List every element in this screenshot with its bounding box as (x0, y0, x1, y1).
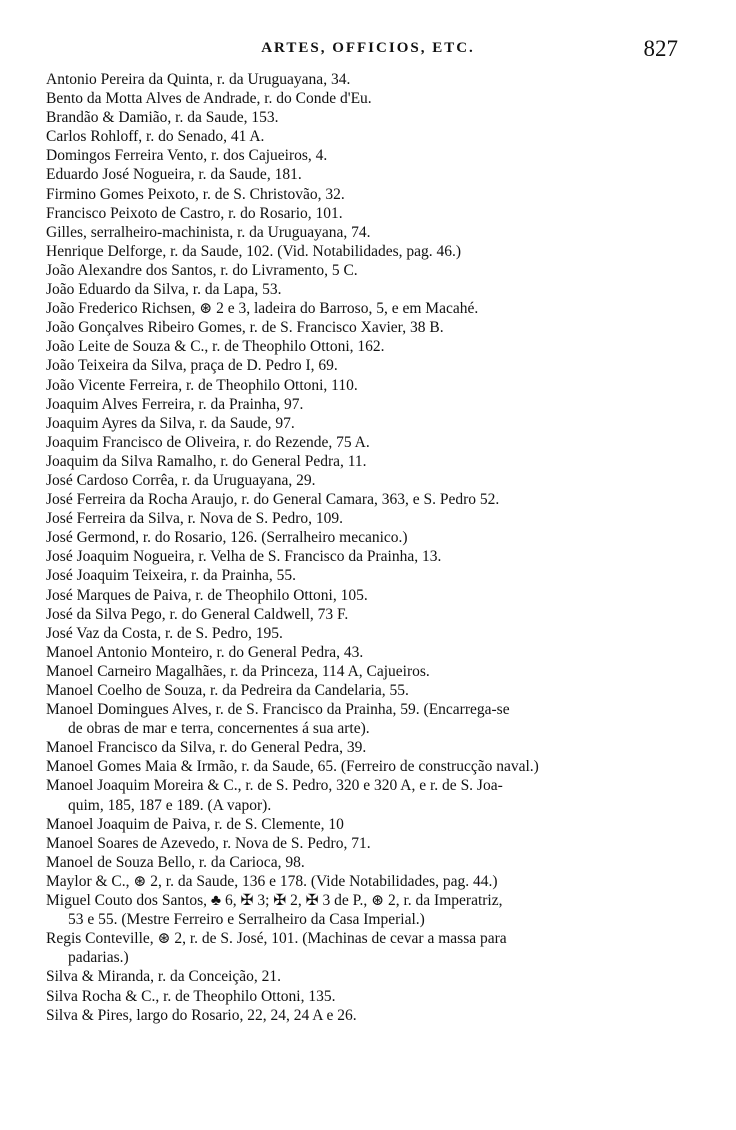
directory-entry: Manoel Soares de Azevedo, r. Nova de S. Pedro, 71. (46, 834, 371, 852)
running-head: ARTES, OFFICIOS, ETC. (261, 40, 475, 56)
directory-entry: João Vicente Ferreira, r. de Theophilo Ottoni, 110. (46, 376, 358, 394)
directory-entry: Gilles, serralheiro-machinista, r. da Uruguayana, 74. (46, 223, 371, 241)
directory-entry-continuation: quim, 185, 187 e 189. (A vapor). (68, 796, 272, 814)
directory-entry: Manoel Antonio Monteiro, r. do General Pedra, 43. (46, 643, 364, 661)
directory-entry: José Joaquim Nogueira, r. Velha de S. Francisco da Prainha, 13. (46, 548, 442, 566)
directory-entry: Miguel Couto dos Santos, ♣ 6, ✠ 3; ✠ 2, ✠ 3 de P., ⊛ 2, r. da Imperatriz, (46, 892, 503, 910)
directory-entry: João Frederico Richsen, ⊛ 2 e 3, ladeira do Barroso, 5, e em Macahé. (46, 300, 479, 318)
directory-entry: José Ferreira da Rocha Araujo, r. do General Camara, 363, e S. Pedro 52. (46, 491, 500, 509)
directory-entry: Bento da Motta Alves de Andrade, r. do Conde d'Eu. (46, 90, 372, 108)
directory-entry: Regis Conteville, ⊛ 2, r. de S. José, 101. (Machinas de cevar a massa para (46, 930, 507, 948)
directory-entry: Antonio Pereira da Quinta, r. da Uruguayana, 34. (46, 71, 351, 88)
directory-entry: Brandão & Damião, r. da Saude, 153. (46, 109, 279, 127)
directory-entry: Silva & Pires, largo do Rosario, 22, 24, 24 A e 26. (46, 1006, 357, 1024)
directory-entry: Silva & Miranda, r. da Conceição, 21. (46, 968, 282, 986)
directory-entry: José Marques de Paiva, r. de Theophilo Ottoni, 105. (46, 586, 368, 604)
directory-entry: Manoel Gomes Maia & Irmão, r. da Saude, 65. (Ferreiro de construcção naval.) (46, 758, 539, 776)
directory-entry: Joaquim Francisco de Oliveira, r. do Rezende, 75 A. (46, 433, 370, 451)
directory-entry: Manoel Carneiro Magalhães, r. da Princeza, 114 A, Cajueiros. (46, 662, 430, 680)
directory-entry: João Eduardo da Silva, r. da Lapa, 53. (46, 281, 282, 299)
directory-entry: Eduardo José Nogueira, r. da Saude, 181. (46, 166, 302, 184)
directory-entry: João Teixeira da Silva, praça de D. Pedro I, 69. (46, 357, 338, 375)
directory-entry: Manoel Domingues Alves, r. de S. Francisco da Prainha, 59. (Encarrega-se (46, 701, 510, 719)
directory-entry: João Alexandre dos Santos, r. do Livramento, 5 C. (46, 261, 358, 279)
directory-entry: Joaquim Ayres da Silva, r. da Saude, 97. (46, 414, 295, 432)
directory-entry: José Ferreira da Silva, r. Nova de S. Pedro, 109. (46, 510, 344, 528)
directory-entry: Silva Rocha & C., r. de Theophilo Ottoni, 135. (46, 987, 336, 1005)
directory-entry: Joaquim da Silva Ramalho, r. do General Pedra, 11. (46, 452, 367, 470)
directory-entry: Manoel de Souza Bello, r. da Carioca, 98. (46, 853, 305, 871)
page-number: 827 (643, 36, 678, 61)
directory-entry: Carlos Rohloff, r. do Senado, 41 A. (46, 128, 265, 146)
directory-entry: Manoel Joaquim de Paiva, r. de S. Clemente, 10 (46, 815, 344, 833)
directory-entry: Firmino Gomes Peixoto, r. de S. Christovão, 32. (46, 185, 345, 203)
directory-entry: Domingos Ferreira Vento, r. dos Cajueiros, 4. (46, 147, 328, 165)
directory-entry: Henrique Delforge, r. da Saude, 102. (Vid. Notabilidades, pag. 46.) (46, 242, 462, 260)
directory-entry: José Vaz da Costa, r. de S. Pedro, 195. (46, 624, 283, 642)
directory-entry: José Joaquim Teixeira, r. da Prainha, 55. (46, 567, 297, 585)
directory-entry: Manoel Coelho de Souza, r. da Pedreira da Candelaria, 55. (46, 682, 409, 699)
directory-entry: João Leite de Souza & C., r. de Theophilo Ottoni, 162. (46, 338, 385, 356)
directory-entry: João Gonçalves Ribeiro Gomes, r. de S. Francisco Xavier, 38 B. (46, 319, 444, 337)
directory-entry: José da Silva Pego, r. do General Caldwell, 73 F. (46, 605, 349, 623)
directory-entry: José Cardoso Corrêa, r. da Uruguayana, 29. (46, 471, 316, 489)
directory-list (46, 70, 696, 1025)
directory-entry: Manoel Francisco da Silva, r. do General Pedra, 39. (46, 739, 367, 757)
page-header (0, 36, 736, 66)
directory-entry: Manoel Joaquim Moreira & C., r. de S. Pedro, 320 e 320 A, e r. de S. Joa- (46, 777, 503, 795)
directory-entry: Joaquim Alves Ferreira, r. da Prainha, 97. (46, 395, 304, 413)
directory-entry-continuation: padarias.) (68, 949, 129, 967)
directory-entry-continuation: de obras de mar e terra, concernentes á sua arte). (68, 720, 370, 738)
directory-entry-continuation: 53 e 55. (Mestre Ferreiro e Serralheiro da Casa Imperial.) (68, 911, 425, 929)
directory-entry: José Germond, r. do Rosario, 126. (Serralheiro mecanico.) (46, 529, 408, 547)
directory-entry: Maylor & C., ⊛ 2, r. da Saude, 136 e 178. (Vide Notabilidades, pag. 44.) (46, 872, 498, 890)
directory-entry: Francisco Peixoto de Castro, r. do Rosario, 101. (46, 204, 343, 222)
